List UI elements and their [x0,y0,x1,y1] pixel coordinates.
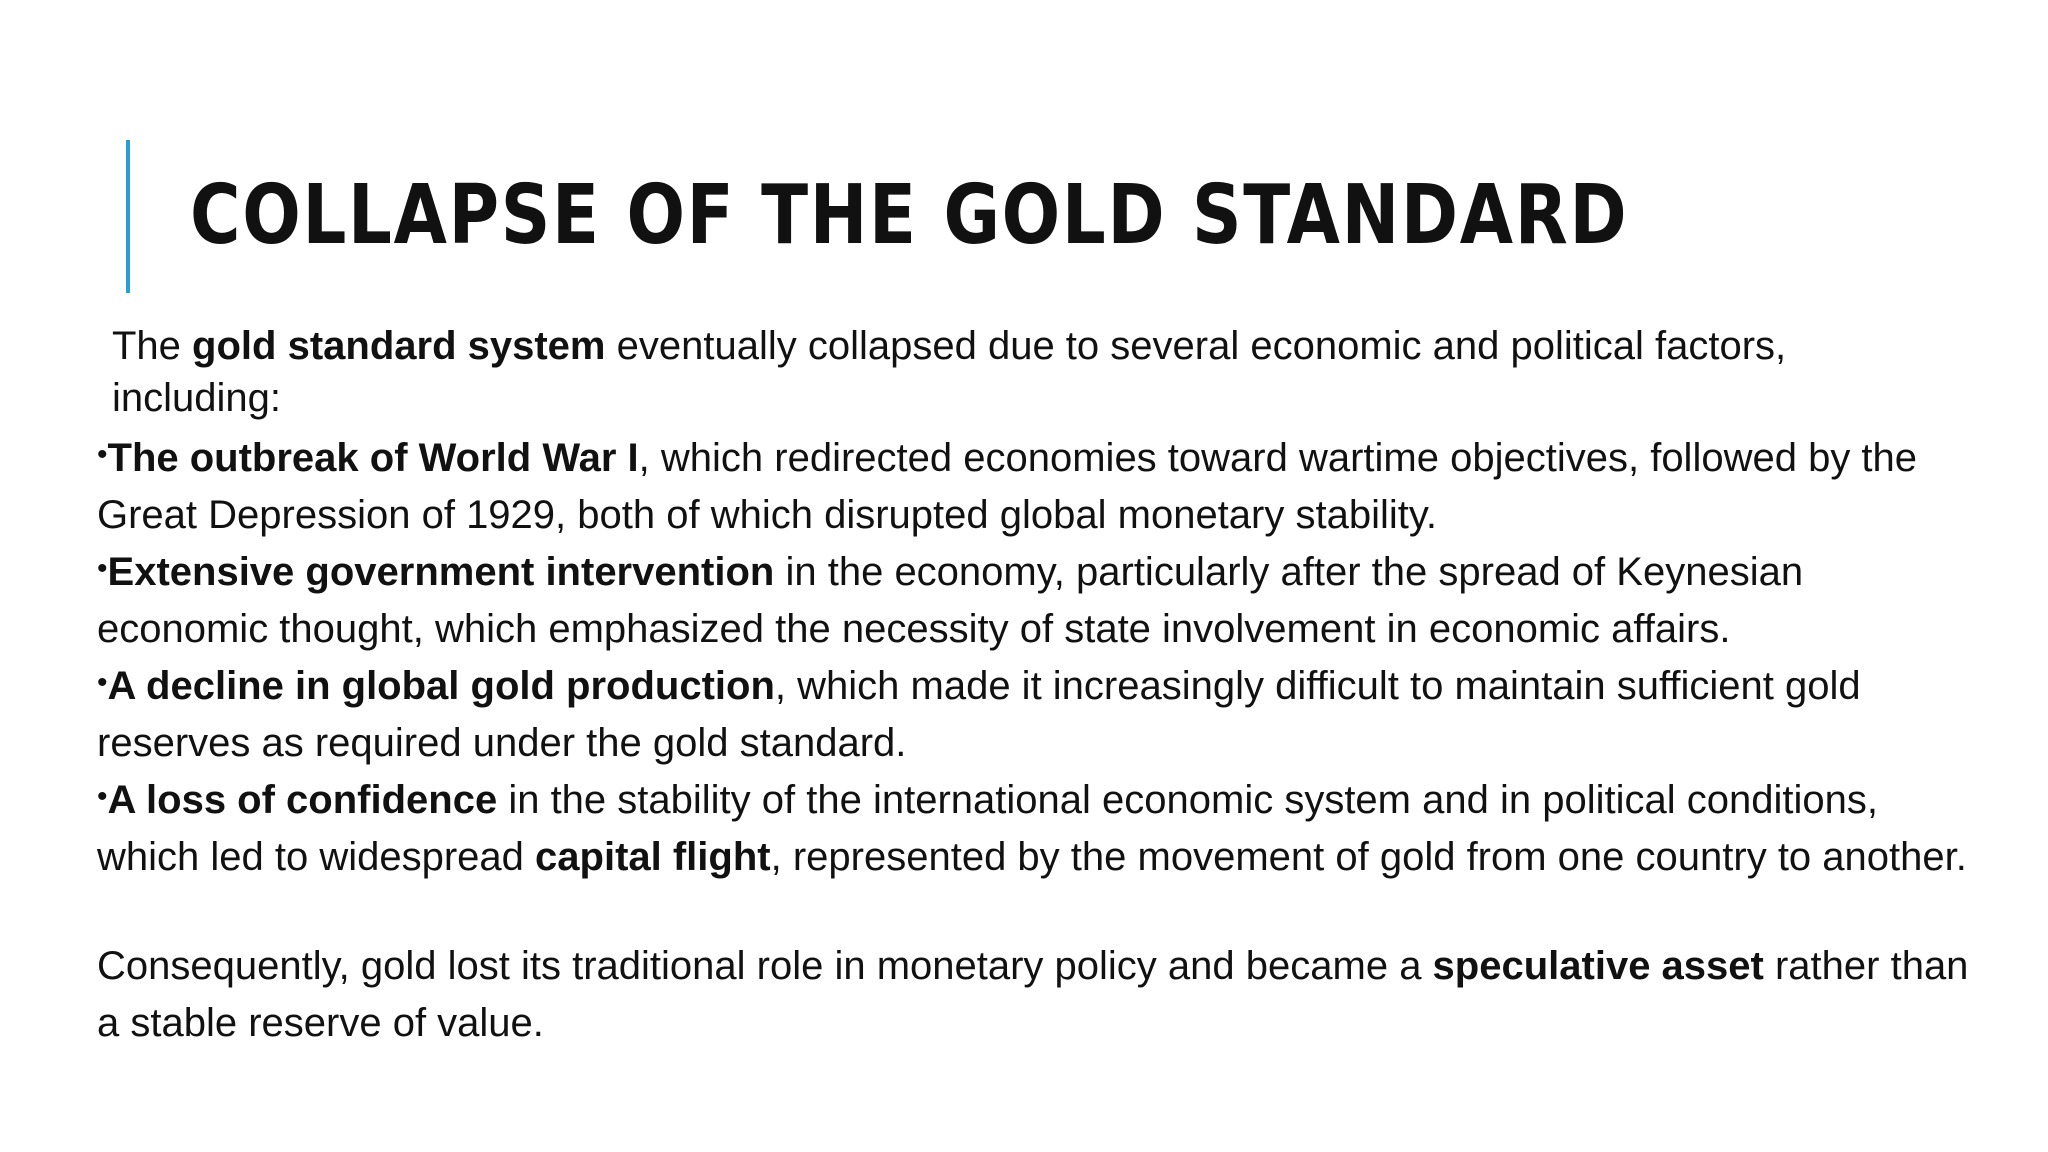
intro-bold-term: gold standard system [192,324,606,368]
list-item-government-intervention [97,544,1977,658]
bullet-icon: • [97,780,108,813]
intro-text-before: The [112,324,193,368]
slide-title: COLLAPSE OF THE GOLD STANDARD [190,168,1629,263]
bullet-icon: • [97,666,108,699]
intro-text-after: eventually collapsed due to several economic and political factors, including: [112,324,1787,420]
list-item-bold: A decline in global gold production [107,664,775,708]
list-item-bold: A loss of confidence [107,778,498,822]
list-item-text: in the stability of the international economic system and in political conditions, which led to widespread [97,778,1878,879]
conclusion-paragraph [97,938,1977,1052]
conclusion-bold-term: speculative asset [1432,944,1764,988]
bullet-icon: • [97,552,108,585]
bullet-icon: • [97,438,108,471]
list-item-bold-secondary: capital flight [535,835,771,879]
list-item-world-war [97,430,1977,544]
title-accent-bar [126,140,130,293]
list-item-text: , which made it increasingly difficult to maintain sufficient gold reserves as required under the gold standard. [97,664,1861,765]
list-item-text: in the economy, particularly after the spread of Keynesian economic thought, which emphasized the necessity of state involvement in economic affairs. [97,550,1804,651]
list-item-bold: The outbreak of World War I [107,436,639,480]
intro-paragraph [112,320,1932,424]
conclusion-text-after: rather than a stable reserve of value. [97,944,1969,1045]
list-item-gold-production [97,658,1977,772]
list-item-text: , which redirected economies toward wartime objectives, followed by the Great Depression of 1929, both of which disrupted global monetary stability. [97,436,1918,537]
list-item-text-secondary: , represented by the movement of gold from one country to another. [770,835,1967,879]
factors-list [97,430,1977,886]
list-item-bold: Extensive government intervention [107,550,775,594]
list-item-loss-of-confidence [97,772,1977,886]
conclusion-text-before: Consequently, gold lost its traditional role in monetary policy and became a [97,944,1433,988]
